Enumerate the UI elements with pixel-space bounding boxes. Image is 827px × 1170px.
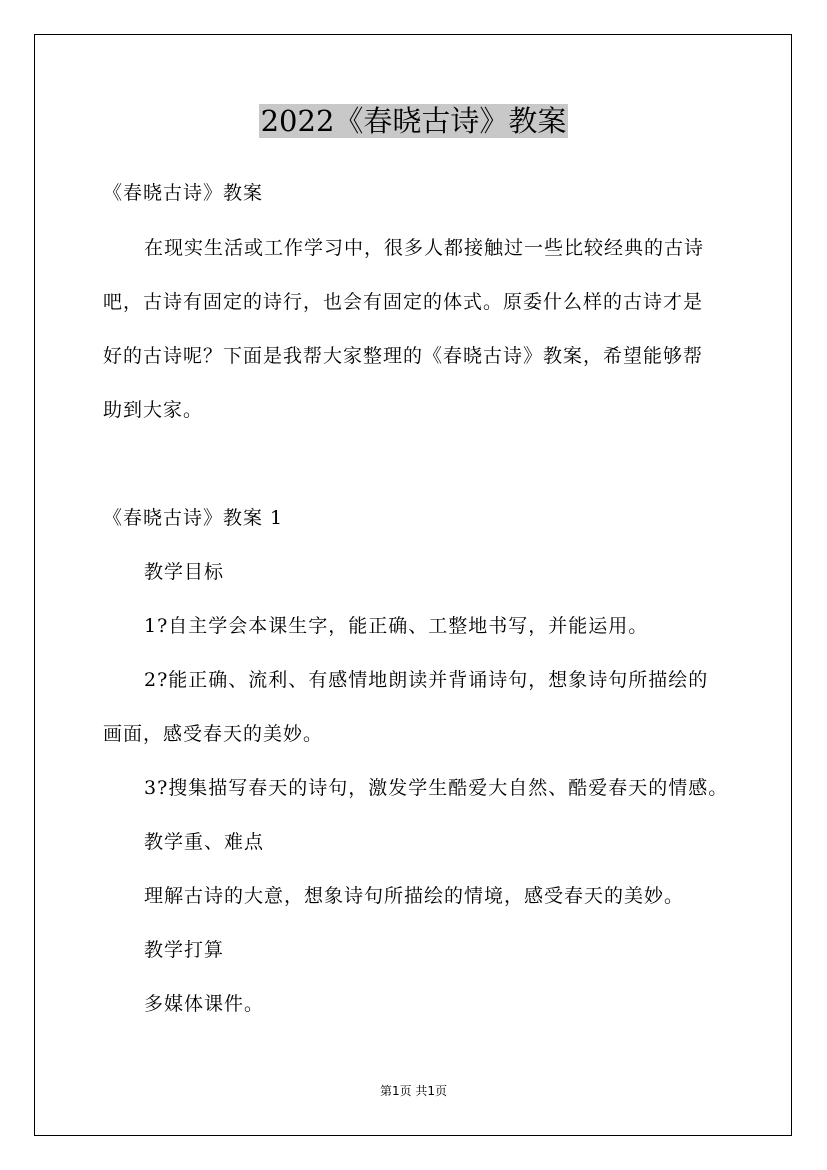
document-title bbox=[0, 101, 827, 141]
goal-item-3: 3?搜集描写春天的诗句，激发学生酷爱大自然、酷爱春天的情感。 bbox=[144, 777, 729, 799]
intro-paragraph-line: 助到大家。 bbox=[103, 399, 204, 421]
goals-heading: 教学目标 bbox=[144, 561, 225, 583]
goal-item-1: 1?自主学会本课生字，能正确、工整地书写，并能运用。 bbox=[144, 615, 649, 637]
document-title-text: 2022《春晓古诗》教案 bbox=[260, 104, 567, 138]
page-footer: 第1页 共1页 bbox=[379, 1084, 448, 1098]
prep-heading: 教学打算 bbox=[144, 939, 225, 961]
goal-item-2-line: 2?能正确、流利、有感情地朗读并背诵诗句，想象诗句所描绘的 bbox=[144, 669, 709, 691]
intro-paragraph-line: 吧，古诗有固定的诗行，也会有固定的体式。原委什么样的古诗才是 bbox=[103, 291, 704, 313]
goal-item-2-line: 画面，感受春天的美妙。 bbox=[103, 723, 324, 745]
key-points-heading: 教学重、难点 bbox=[144, 831, 265, 853]
intro-paragraph-line: 在现实生活或工作学习中，很多人都接触过一些比较经典的古诗 bbox=[144, 237, 705, 259]
intro-heading: 《春晓古诗》教案 bbox=[103, 182, 264, 204]
prep-text: 多媒体课件。 bbox=[144, 993, 265, 1015]
section-heading: 《春晓古诗》教案 1 bbox=[103, 507, 284, 529]
intro-paragraph-line: 好的古诗呢？下面是我帮大家整理的《春晓古诗》教案，希望能够帮 bbox=[103, 345, 704, 367]
key-points-text: 理解古诗的大意，想象诗句所描绘的情境，感受春天的美妙。 bbox=[144, 885, 685, 907]
